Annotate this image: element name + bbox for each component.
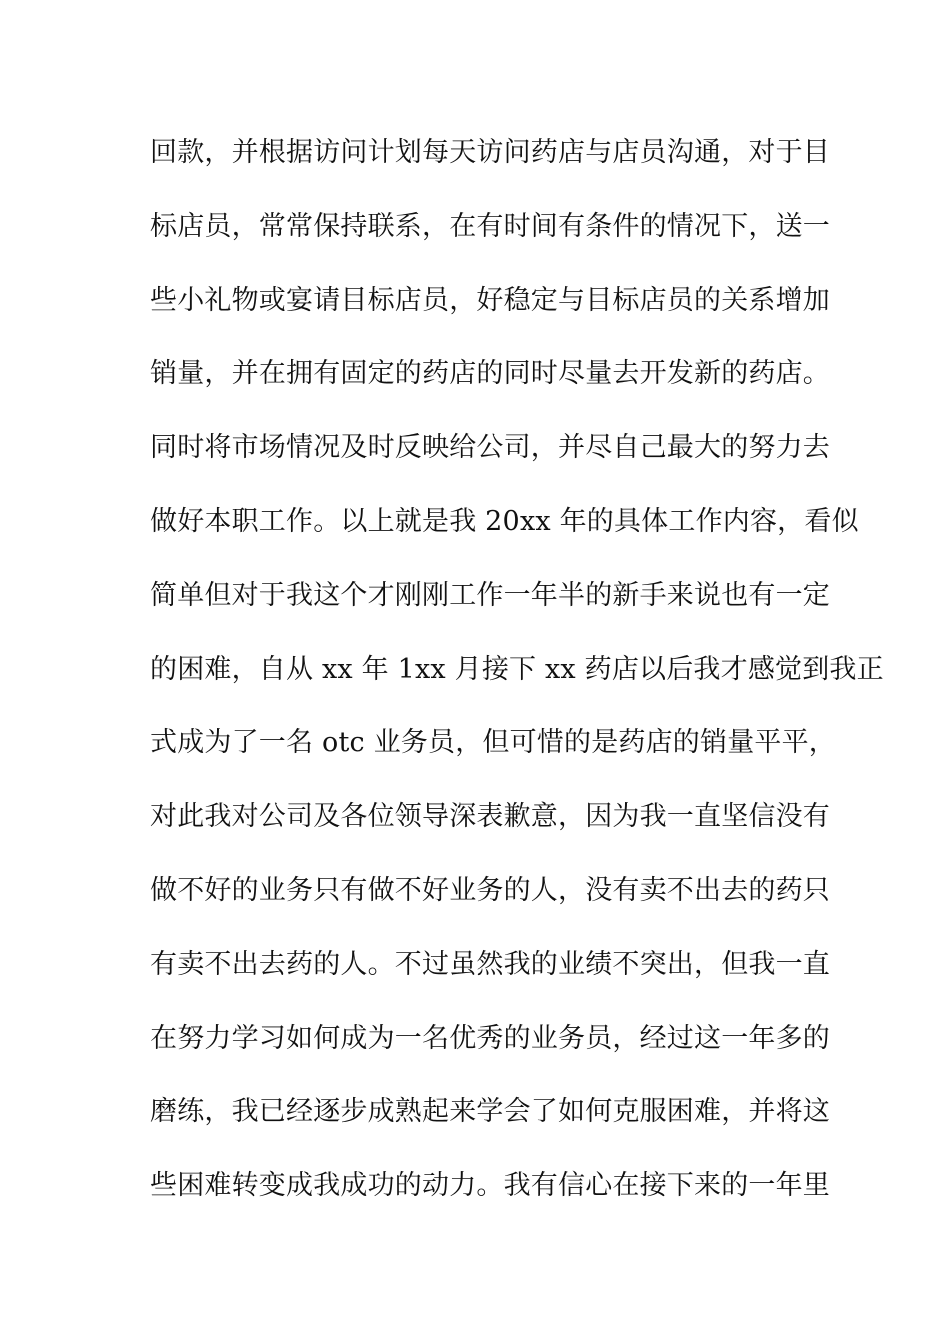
body-text [150, 125, 884, 1232]
text-line: 些小礼物或宴请目标店员，好稳定与目标店员的关系增加 [150, 284, 830, 316]
text-line: 标店员，常常保持联系，在有时间有条件的情况下，送一 [150, 210, 830, 242]
text-line: 同时将市场情况及时反映给公司，并尽自己最大的努力去 [150, 432, 830, 464]
text-line: 简单但对于我这个才刚刚工作一年半的新手来说也有一定 [150, 579, 830, 611]
text-line: 做好本职工作。以上就是我 20xx 年的具体工作内容，看似 [150, 505, 859, 537]
text-line: 磨练，我已经逐步成熟起来学会了如何克服困难，并将这 [150, 1096, 830, 1128]
text-line: 在努力学习如何成为一名优秀的业务员，经过这一年多的 [150, 1022, 830, 1054]
text-line: 回款，并根据访问计划每天访问药店与店员沟通，对于目 [150, 137, 830, 168]
text-line: 些困难转变成我成功的动力。我有信心在接下来的一年里 [150, 1170, 830, 1202]
text-line: 做不好的业务只有做不好业务的人，没有卖不出去的药只 [150, 874, 830, 906]
text-line: 的困难，自从 xx 年 1xx 月接下 xx 药店以后我才感觉到我正 [150, 653, 884, 685]
text-line: 式成为了一名 otc 业务员，但可惜的是药店的销量平平， [150, 727, 836, 759]
text-line: 销量，并在拥有固定的药店的同时尽量去开发新的药店。 [150, 358, 830, 390]
text-line: 有卖不出去药的人。不过虽然我的业绩不突出，但我一直 [150, 948, 830, 980]
text-line: 对此我对公司及各位领导深表歉意，因为我一直坚信没有 [150, 801, 830, 833]
